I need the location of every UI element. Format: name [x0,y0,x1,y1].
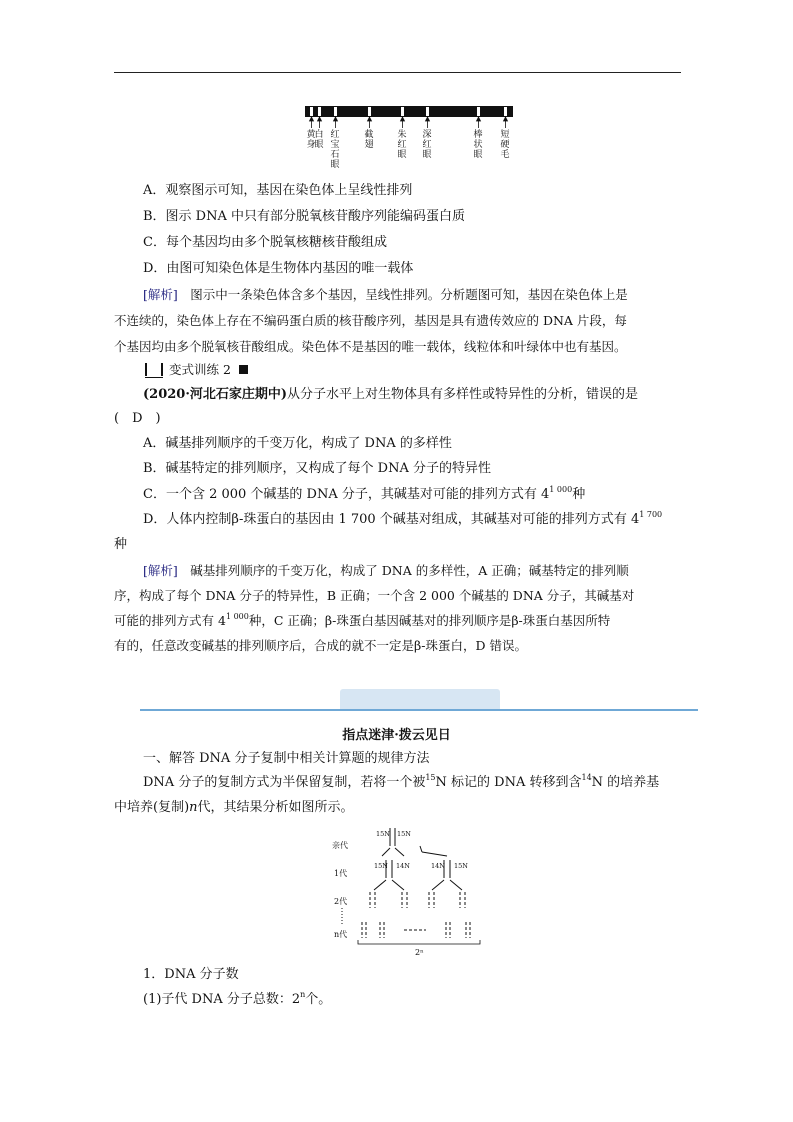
item-line: (1)子代 DNA 分子总数：2$^n$个。 [143,990,332,1007]
svg-text:15N: 15N [397,830,411,838]
total-label: 2ⁿ [415,948,424,957]
bracket-icon [145,363,163,376]
gen-label: n代 [334,930,348,939]
analysis-line: 序，构成了每个 DNA 分子的特异性，B 正确；一个含 2 000 个碱基的 DNA 分子，其碱基对 [114,588,635,603]
variant-training-header: 变式训练 2 [145,360,248,378]
item-heading: 1．DNA 分子数 [143,967,239,982]
gene-label: 红宝石眼 [330,130,340,170]
square-icon [239,365,248,374]
section-rule [140,709,698,711]
gene-label: 深红眼 [422,130,432,160]
gen-label: 2代 [334,897,348,906]
question-stem: (2020·河北石家庄期中)从分子水平上对生物体具有多样性或特异性的分析，错误的是 [143,387,639,402]
svg-text:14N: 14N [396,862,410,870]
svg-text:14N: 14N [431,862,445,870]
analysis-line: 不连续的，染色体上存在不编码蛋白质的核苷酸序列，基因是具有遗传效应的 DNA 片段，每 [114,313,627,328]
svg-text:15N: 15N [376,830,390,838]
option-d: D．由图可知染色体是生物体内基因的唯一载体 [143,261,414,276]
paragraph-line: 中培养(复制)n代，其结果分析如图所示。 [114,800,354,815]
gene-label: 短硬毛 [500,130,510,160]
svg-text:15N: 15N [374,862,388,870]
option-b: B．图示 DNA 中只有部分脱氧核苷酸序列能编码蛋白质 [143,209,466,224]
option-a: A．碱基排列顺序的千变万化，构成了 DNA 的多样性 [143,436,452,451]
section-tab [340,689,500,709]
section-title: 指点迷津·拨云见日 [342,728,451,743]
gene-label: 白眼 [314,130,324,150]
header-rule [114,72,681,73]
paragraph-line: DNA 分子的复制方式为半保留复制，若将一个被$^{15}$N 标记的 DNA 转移到含$^{14}$N 的培养基 [143,773,660,790]
analysis-tag: [解析] [143,563,178,578]
dna-replication-diagram [330,826,490,958]
option-b: B．碱基特定的排列顺序，又构成了每个 DNA 分子的特异性 [143,461,492,476]
option-a: A．观察图示可知，基因在染色体上呈线性排列 [143,183,413,198]
option-d: D．人体内控制β-珠蛋白的基因由 1 700 个碱基对组成，其碱基对可能的排列方式有 $4^{1 700}$ [143,510,663,527]
analysis-tag: [解析] [143,287,178,302]
analysis-line: [解析] 碱基排列顺序的千变万化，构成了 DNA 的多样性，A 正确；碱基特定的排列顺 [143,563,629,578]
analysis-line: 个基因均由多个脱氧核苷酸组成。染色体不是基因的唯一载体，线粒体和叶绿体中也有基因。 [114,339,627,354]
section-heading: 一、解答 DNA 分子复制中相关计算题的规律方法 [143,751,430,766]
option-c: C．每个基因均由多个脱氧核糖核苷酸组成 [143,235,387,250]
option-d-tail: 种 [114,537,128,552]
svg-text:15N: 15N [454,862,468,870]
gene-label: 截翅 [364,130,374,150]
gene-label: 黄身 [306,130,316,150]
gen-label: 1代 [334,869,348,878]
option-c: C．一个含 2 000 个碱基的 DNA 分子，其碱基对可能的排列方式有 $4^{1 000}$种 [143,485,586,502]
gen-label: 亲代 [332,841,348,850]
gene-label: 朱红眼 [397,130,407,160]
analysis-line: [解析] 图示中一条染色体含多个基因，呈线性排列。分析题图可知，基因在染色体上是 [143,287,628,302]
analysis-line: 可能的排列方式有 $4^{1 000}$种，C 正确；β-珠蛋白基因碱基对的排列顺序是β-珠蛋白基因所特 [114,612,611,628]
answer: ( D ) [114,411,161,426]
analysis-line: 有的，任意改变碱基的排列顺序后，合成的就不一定是β-珠蛋白，D 错误。 [114,638,527,653]
gene-label: 棒状眼 [473,130,483,160]
